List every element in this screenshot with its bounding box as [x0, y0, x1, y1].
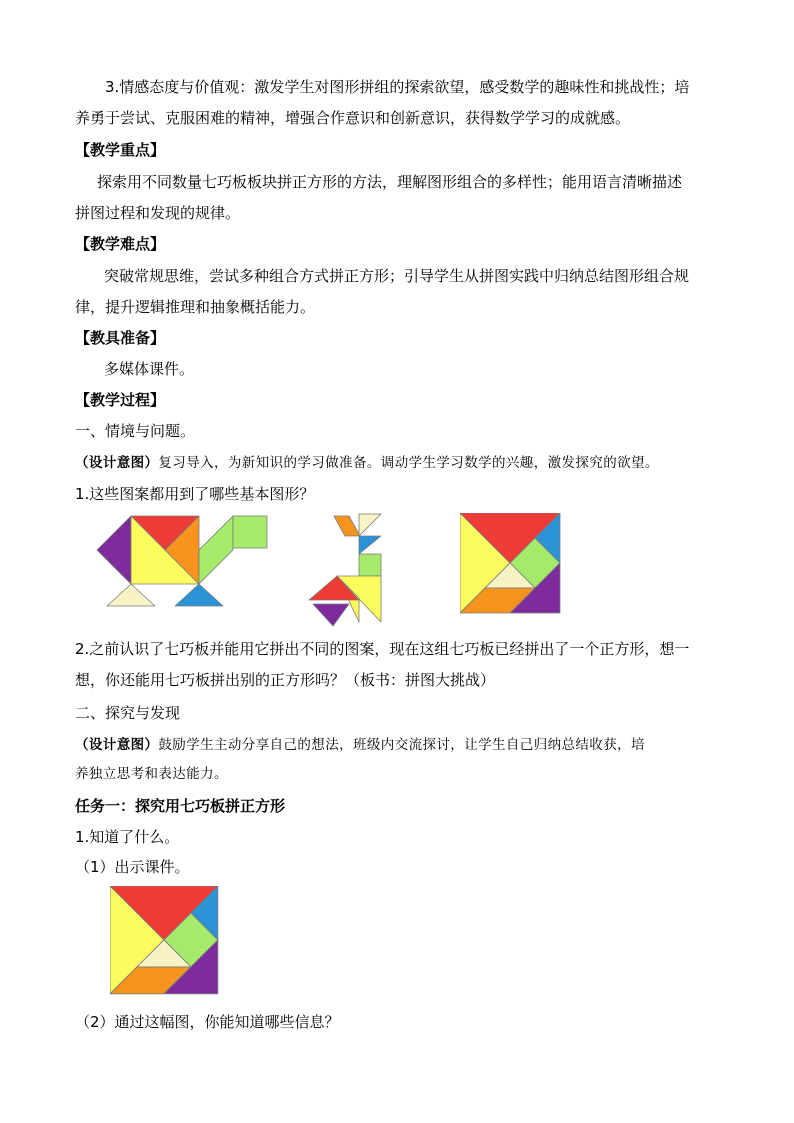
design-intent-text: 复习导入，为新知识的学习做准备。调动学生学习数学的兴趣，激发探究的欲望。: [158, 455, 659, 471]
process-heading: 【教学过程】: [75, 391, 166, 409]
tangram-bird-figure: [95, 512, 270, 607]
difficulty-line2: 律，提升逻辑推理和抽象概括能力。: [75, 298, 316, 316]
goal3-line1: 3.情感态度与价值观：激发学生对图形拼组的探索欲望，感受数学的趣味性和挑战性；培: [105, 78, 690, 96]
difficulty-heading: 【教学难点】: [75, 235, 166, 253]
orange-parallelogram: [334, 516, 360, 536]
task1-sub1: （1）出示课件。: [75, 858, 190, 876]
green-square: [359, 554, 381, 576]
tools-heading: 【教具准备】: [75, 329, 166, 347]
question-2-line2: 想，你还能用七巧板拼出别的正方形吗？（板书：拼图大挑战）: [75, 671, 496, 689]
purple-triangle: [97, 516, 131, 584]
question-1: 1.这些图案都用到了哪些基本图形？: [75, 485, 315, 503]
tangram-square-figure: [460, 513, 562, 615]
blue-triangle: [175, 584, 223, 606]
design-intent-2-line1: [75, 735, 645, 755]
tangram-square-courseware-figure: [110, 886, 220, 996]
cream-triangle: [107, 584, 155, 606]
goal3-line2: 养勇于尝试、克服困难的精神，增强合作意识和创新意识，获得数学学习的成就感。: [75, 109, 631, 127]
tangram-rabbit-figure: [303, 510, 388, 628]
question-2-line1: 2.之前认识了七巧板并能用它拼出不同的图案，现在这组七巧板已经拼出了一个正方形，想一: [75, 640, 690, 658]
green-parallelogram: [199, 516, 233, 584]
section1-title: 一、情境与问题。: [75, 422, 196, 440]
design-intent-tag: （设计意图）: [75, 455, 159, 471]
blue-triangle: [359, 536, 381, 554]
task1-title: 任务一：探究用七巧板拼正方形: [75, 797, 286, 815]
key-point-line2: 拼图过程和发现的规律。: [75, 204, 241, 222]
key-point-line1: 探索用不同数量七巧板板块拼正方形的方法，理解图形组合的多样性；能用语言清晰描述: [97, 173, 683, 191]
difficulty-line1: 突破常规思维，尝试多种组合方式拼正方形；引导学生从拼图实践中归纳总结图形组合规: [104, 267, 690, 285]
task1-sub2: （2）通过这幅图，你能知道哪些信息？: [75, 1013, 340, 1031]
design-intent-2-line2: 养独立思考和表达能力。: [75, 766, 228, 782]
design-intent-2-tag: （设计意图）: [75, 737, 159, 753]
purple-triangle: [313, 604, 349, 626]
cream-triangle: [359, 514, 381, 536]
tools-line1: 多媒体课件。: [104, 360, 195, 378]
task1-step1: 1.知道了什么。: [75, 828, 180, 846]
design-intent-1: [75, 453, 659, 473]
green-square: [233, 516, 267, 548]
key-point-heading: 【教学重点】: [75, 141, 166, 159]
design-intent-2-text: 鼓励学生主动分享自己的想法，班级内交流探讨，让学生自己归纳总结收获，培: [158, 737, 645, 753]
section2-title: 二、探究与发现: [75, 704, 181, 722]
